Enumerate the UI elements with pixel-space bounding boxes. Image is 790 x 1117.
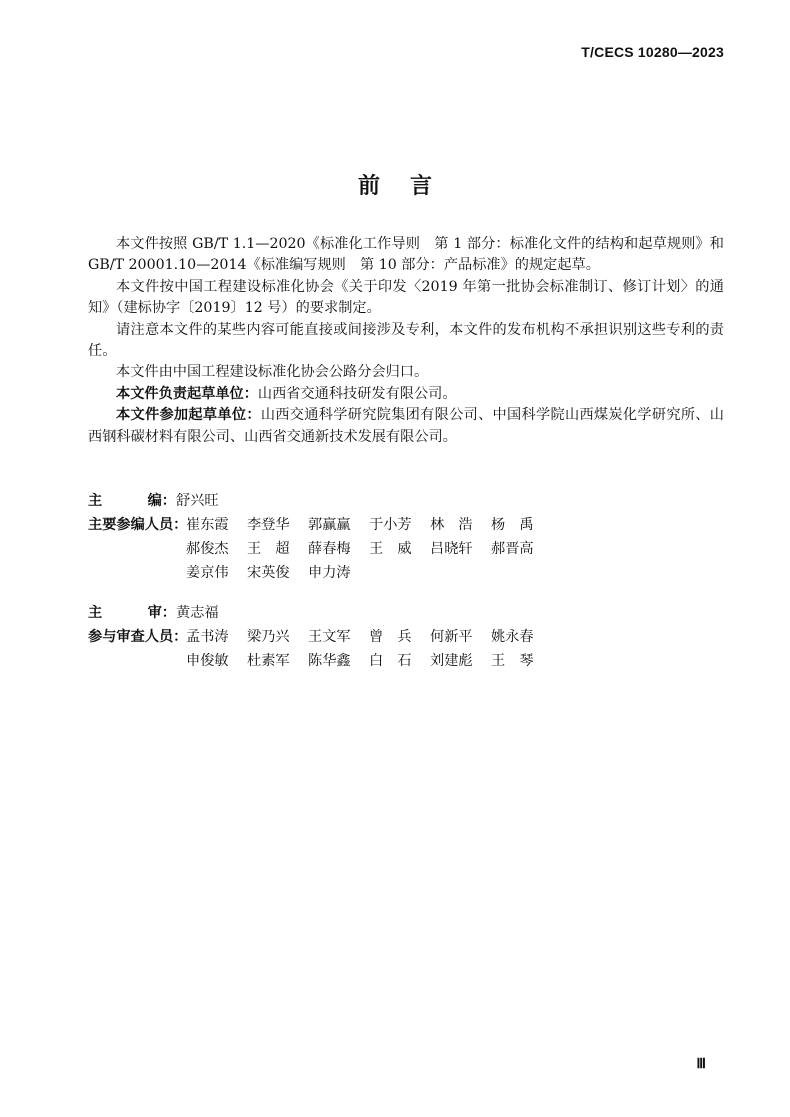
paragraph-participating-units xyxy=(88,405,724,448)
person-name: 孟书涛 xyxy=(186,629,229,645)
standard-code: T/CECS 10280—2023 xyxy=(581,44,724,60)
person-name: 申力涛 xyxy=(308,565,351,581)
chief-reviewer-label: 主 审： xyxy=(88,605,176,621)
main-editors-row-2 xyxy=(88,536,552,560)
reviewers-block xyxy=(88,600,552,672)
person-name: 宋英俊 xyxy=(247,565,290,581)
main-editors-names-1 xyxy=(186,514,552,534)
person-name: 何新平 xyxy=(430,629,473,645)
reviewers-label: 参与审查人员： xyxy=(88,629,188,645)
person-name: 梁乃兴 xyxy=(247,629,290,645)
person-name: 姚永春 xyxy=(491,629,534,645)
person-name: 姜京伟 xyxy=(186,565,229,581)
reviewers-names-2 xyxy=(186,650,552,670)
main-editors-names-3 xyxy=(186,562,369,582)
main-editors-label: 主要参编人员： xyxy=(88,517,188,533)
reviewers-row-1 xyxy=(88,624,552,648)
person-name: 李登华 xyxy=(247,517,290,533)
chief-editor-row xyxy=(88,488,552,512)
page-title: 前言 xyxy=(357,174,462,199)
person-name: 白 石 xyxy=(369,653,412,669)
person-name: 薛春梅 xyxy=(308,541,351,557)
person-name: 郝晋高 xyxy=(491,541,534,557)
foreword-body xyxy=(88,234,724,448)
chief-reviewer-name: 黄志福 xyxy=(176,605,219,621)
paragraph-lead-unit xyxy=(88,384,724,405)
person-name: 王 威 xyxy=(369,541,412,557)
person-name: 申俊敏 xyxy=(186,653,229,669)
reviewers-names-1 xyxy=(186,626,552,646)
person-name: 崔东霞 xyxy=(186,517,229,533)
person-name: 王 琴 xyxy=(491,653,534,669)
person-name: 王 超 xyxy=(247,541,290,557)
main-editors-row-1 xyxy=(88,512,552,536)
editors-block xyxy=(88,488,552,584)
participating-units-label: 本文件参加起草单位： xyxy=(116,407,261,424)
person-name: 郝俊杰 xyxy=(186,541,229,557)
person-name: 杨 禹 xyxy=(491,517,534,533)
person-name: 王文军 xyxy=(308,629,351,645)
paragraph-responsible-body: 本文件由中国工程建设标准化协会公路分会归口。 xyxy=(116,364,429,381)
person-name: 陈华鑫 xyxy=(308,653,351,669)
reviewers-row-2 xyxy=(88,648,552,672)
person-name: 郭赢赢 xyxy=(308,517,351,533)
paragraph-drafting-rules: 本文件按照 GB/T 1.1—2020《标准化工作导则 第 1 部分：标准化文件的结构和起草规则》和 GB/T 20001.10—2014《标准编写规则 第 10 部分：产品标准》的规定起草。 xyxy=(88,236,724,274)
chief-reviewer-row xyxy=(88,600,552,624)
person-name: 吕晓轩 xyxy=(430,541,473,557)
main-editors-row-3 xyxy=(88,560,552,584)
main-editors-names-2 xyxy=(186,538,552,558)
lead-unit-label: 本文件负责起草单位： xyxy=(116,385,258,402)
chief-editor-label: 主 编： xyxy=(88,493,176,509)
page-number: Ⅲ xyxy=(696,1057,706,1072)
person-name: 于小芳 xyxy=(369,517,412,533)
person-name: 刘建彪 xyxy=(430,653,473,669)
person-name: 林 浩 xyxy=(430,517,473,533)
lead-unit-value: 山西省交通科技研发有限公司。 xyxy=(257,385,457,402)
chief-editor-name: 舒兴旺 xyxy=(176,493,219,509)
person-name: 杜素军 xyxy=(247,653,290,669)
person-name: 曾 兵 xyxy=(369,629,412,645)
paragraph-patent-notice: 请注意本文件的某些内容可能直接或间接涉及专利，本文件的发布机构不承担识别这些专利的责任。 xyxy=(88,321,724,360)
participating-units-value: 山西交通科学研究院集团有限公司、中国科学院山西煤炭化学研究所、山西钢科碳材料有限公司、山西省交通新技术发展有限公司。 xyxy=(88,407,724,445)
paragraph-plan-notice: 本文件按中国工程建设标准化协会《关于印发〈2019 年第一批协会标准制订、修订计划〉的通知》（建标协字〔2019〕12 号）的要求制定。 xyxy=(88,278,724,317)
